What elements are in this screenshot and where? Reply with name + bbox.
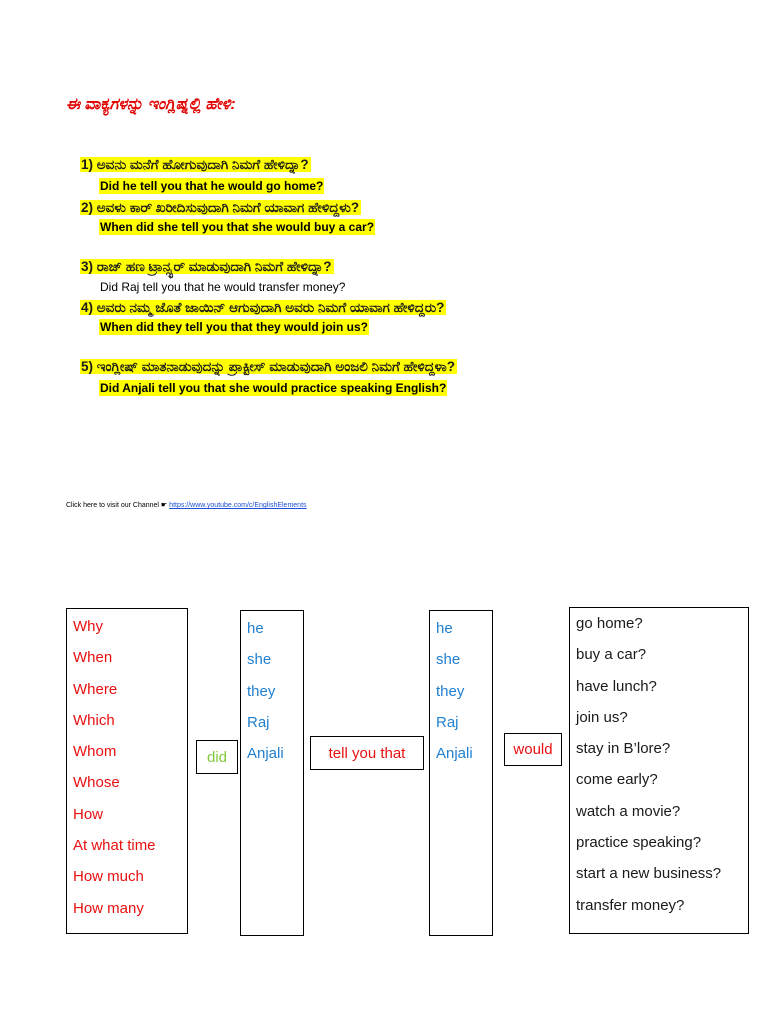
subjects-list-1 <box>247 613 303 769</box>
page-heading: ಈ ವಾಕ್ಯಗಳನ್ನು ಇಂಗ್ಲಿಷ್ನಲ್ಲಿ ಹೇಳಿ: <box>66 96 236 113</box>
channel-link[interactable]: https://www.youtube.com/c/EnglishElements <box>169 502 307 509</box>
question-word: Whose <box>73 774 120 792</box>
subjects-box-1 <box>240 610 304 936</box>
phrase: stay in B’lore? <box>576 740 671 758</box>
phrases-box <box>569 607 749 934</box>
subject-word: Raj <box>247 713 270 731</box>
phrase: go home? <box>576 615 643 632</box>
question-word: When <box>73 649 113 667</box>
tell-you-that-box <box>310 736 424 770</box>
subjects-box-2 <box>429 610 493 936</box>
question-3-kannada-text: 3) ರಾಜ್ ಹಣ ಟ್ರಾನ್ಸ್ಫರ್ ಮಾಡುವುದಾಗಿ ನಿಮಗೆ ಹೇಳಿದ್ನಾ? <box>81 259 332 274</box>
question-2-english: When did she tell you that she would buy a car? <box>100 220 375 234</box>
phrase: watch a movie? <box>576 802 681 820</box>
question-word: How many <box>73 899 144 917</box>
question-word: Why <box>73 618 103 635</box>
question-1-kannada <box>80 156 311 174</box>
channel-line <box>66 501 307 509</box>
subject-word: they <box>436 682 465 700</box>
channel-label: Click here to visit our Channel ☛ <box>66 502 168 509</box>
would-word: would <box>513 741 553 758</box>
question-4-kannada-text: 4) ಅವರು ನಮ್ಮ ಜೊತೆ ಜಾಯಿನ್ ಆಗುವುದಾಗಿ ಅವರು ನಿಮಗೆ ಯಾವಾಗ ಹೇಳಿದ್ದರು? <box>81 300 445 315</box>
tell-you-that-phrase: tell you that <box>328 744 406 762</box>
question-4-english: When did they tell you that they would join us? <box>100 320 368 334</box>
subject-word: he <box>247 620 264 637</box>
question-3-kannada <box>80 258 334 276</box>
subject-word: Anjali <box>247 745 284 763</box>
did-box <box>196 740 238 774</box>
question-word: How <box>73 805 104 823</box>
question-4-kannada <box>80 299 446 317</box>
subject-word: they <box>247 682 276 700</box>
question-5-kannada <box>80 358 457 376</box>
phrases-list <box>576 608 748 921</box>
question-5-english: Did Anjali tell you that she would practice speaking English? <box>100 381 447 395</box>
subject-word: she <box>436 651 461 669</box>
question-5-kannada-text: 5) ಇಂಗ್ಲೀಷ್ ಮಾತನಾಡುವುದನ್ನು ಪ್ರಾಕ್ಟೀಸ್ ಮಾಡುವುದಾಗಿ ಅಂಜಲಿ ನಿಮಗೆ ಹೇಳಿದ್ದಳಾ? <box>81 359 455 374</box>
question-word: Whom <box>73 743 117 761</box>
question-word: Which <box>73 711 115 729</box>
question-1-kannada-text: 1) ಅವನು ಮನೆಗೆ ಹೋಗುವುದಾಗಿ ನಿಮಗೆ ಹೇಳಿದ್ನಾ? <box>81 157 309 172</box>
phrase: buy a car? <box>576 646 647 664</box>
phrase: join us? <box>576 708 628 726</box>
question-2-kannada <box>80 199 361 217</box>
question-3-english: Did Raj tell you that he would transfer money? <box>100 280 346 294</box>
question-word: Where <box>73 680 118 698</box>
subject-word: he <box>436 620 453 637</box>
subject-word: she <box>247 651 272 669</box>
subject-word: Anjali <box>436 745 473 763</box>
phrase: transfer money? <box>576 896 685 914</box>
question-words-box <box>66 608 188 934</box>
question-word: At what time <box>73 837 156 855</box>
phrase: have lunch? <box>576 677 657 695</box>
question-2-kannada-text: 2) ಅವಳು ಕಾರ್ ಖರೀದಿಸುವುದಾಗಿ ನಿಮಗೆ ಯಾವಾಗ ಹೇಳಿದ್ದಳು? <box>81 200 360 215</box>
subjects-list-2 <box>436 613 492 769</box>
phrase: practice speaking? <box>576 834 702 852</box>
question-words-list <box>73 611 187 924</box>
phrase: start a new business? <box>576 865 722 883</box>
would-box <box>504 733 562 766</box>
did-word: did <box>206 748 228 766</box>
question-word: How much <box>73 868 144 886</box>
question-1-english: Did he tell you that he would go home? <box>100 179 324 193</box>
phrase: come early? <box>576 771 658 789</box>
subject-word: Raj <box>436 713 459 731</box>
